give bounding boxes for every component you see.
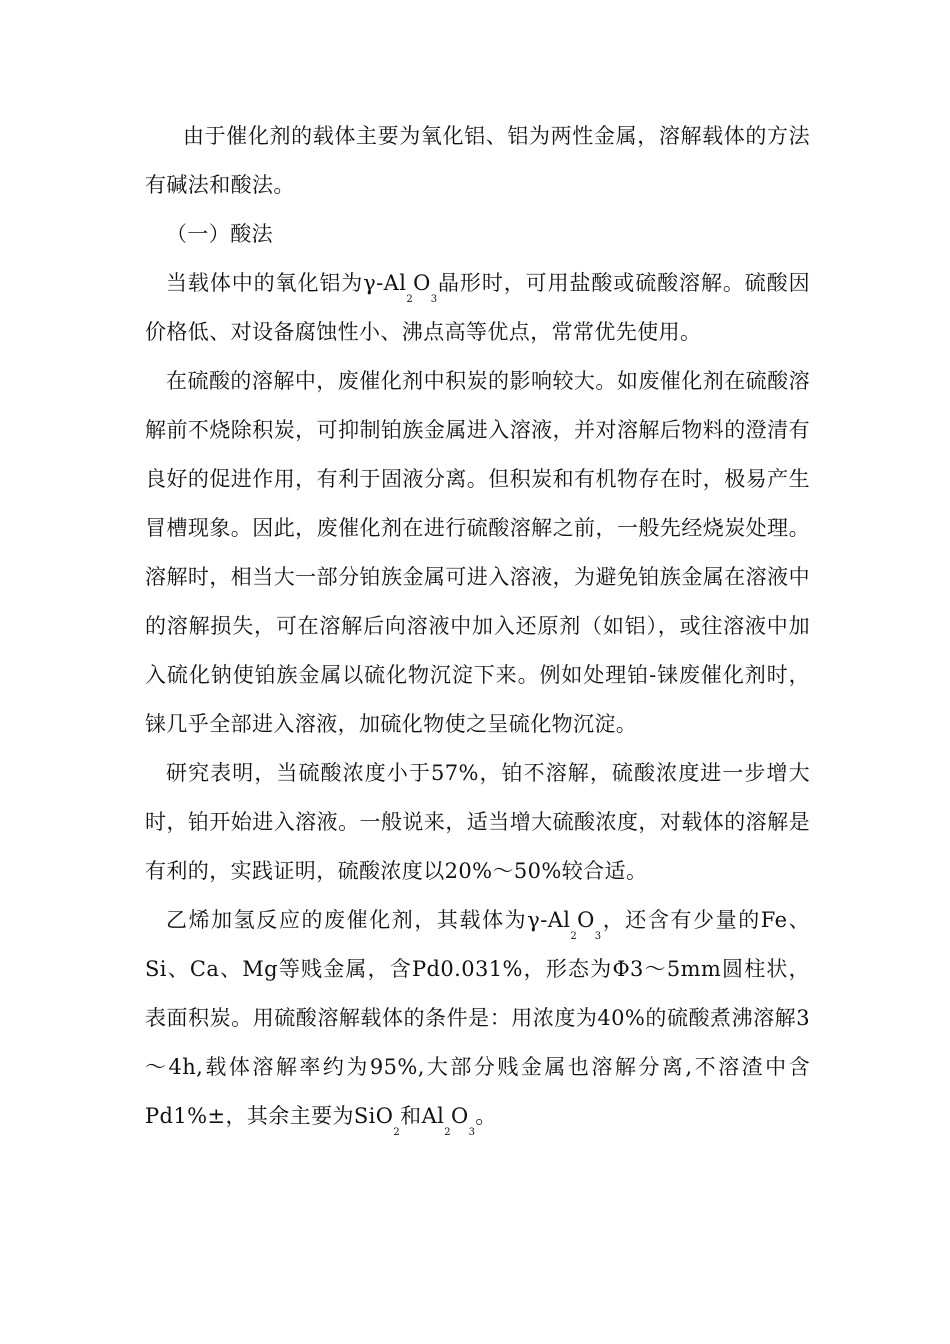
subscript: 2: [444, 1127, 452, 1138]
text-run: 晶形时，可用盐酸或硫酸溶解。硫酸因价格低、对设备腐蚀性小、沸点高等优点，常常优先使用。: [145, 271, 810, 344]
text-run: O: [577, 908, 595, 932]
text-run: 和Al: [400, 1104, 445, 1128]
text-run: O: [413, 271, 431, 295]
text-run: O: [451, 1104, 469, 1128]
paragraph-acid-concentration: 研究表明，当硫酸浓度小于57%，铂不溶解，硫酸浓度进一步增大时，铂开始进入溶液。一般说来，适当增大硫酸浓度，对载体的溶解是有利的，实践证明，硫酸浓度以20%～50%较合适。: [145, 761, 810, 883]
text-run: 当载体中的氧化铝为γ-Al: [166, 271, 407, 295]
subscript: 2: [406, 294, 414, 305]
subscript: 3: [468, 1127, 476, 1138]
subscript: 3: [430, 294, 438, 305]
paragraph-ethylene-catalyst: [145, 896, 810, 1141]
paragraph-alumina-crystal: [145, 259, 810, 357]
subscript: 2: [570, 931, 578, 942]
subscript: 3: [594, 931, 602, 942]
text-run: 乙烯加氢反应的废催化剂，其载体为γ-Al: [166, 908, 571, 932]
subscript: 2: [393, 1127, 401, 1138]
document-body: [145, 112, 810, 1141]
text-run: 。: [475, 1104, 497, 1128]
text-run: ，还含有少量的Fe、Si、Ca、Mg等贱金属，含Pd0.031%，形态为Φ3～5mm圆柱状，表面积炭。用硫酸溶解载体的条件是：用浓度为40%的硫酸煮沸溶解3～4h,载体溶解率约为95%,大部分贱金属也溶解分离,不溶渣中含Pd1%±，其余主要为SiO: [145, 908, 810, 1128]
paragraph-intro: 由于催化剂的载体主要为氧化铝、铝为两性金属，溶解载体的方法有碱法和酸法。: [145, 124, 810, 197]
section-heading-acid-method: （一）酸法: [166, 222, 273, 246]
paragraph-carbon-deposit: 在硫酸的溶解中，废催化剂中积炭的影响较大。如废催化剂在硫酸溶解前不烧除积炭，可抑制铂族金属进入溶液，并对溶解后物料的澄清有良好的促进作用，有利于固液分离。但积炭和有机物存在时，极易产生冒槽现象。因此，废催化剂在进行硫酸溶解之前，一般先经烧炭处理。溶解时，相当大一部分铂族金属可进入溶液，为避免铂族金属在溶液中的溶解损失，可在溶解后向溶液中加入还原剂（如铝），或往溶液中加入硫化钠使铂族金属以硫化物沉淀下来。例如处理铂-铼废催化剂时，铼几乎全部进入溶液，加硫化物使之呈硫化物沉淀。: [145, 369, 810, 736]
